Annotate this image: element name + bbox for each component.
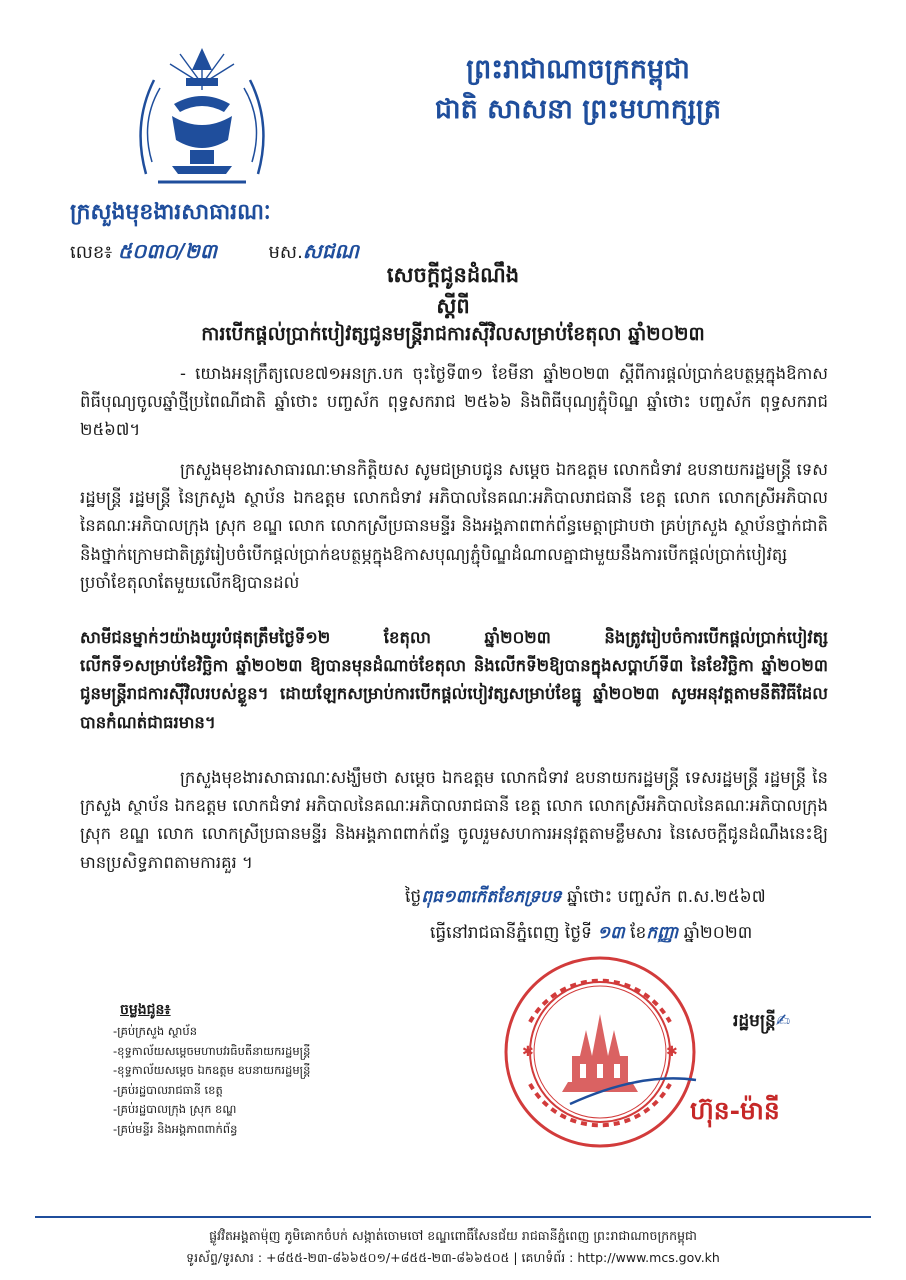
ref-suffix: មស. — [268, 242, 303, 263]
solar-month-prefix: ខែ — [630, 923, 647, 943]
signer-title — [733, 1010, 790, 1035]
svg-text:✱: ✱ — [522, 1044, 534, 1060]
paragraph-deadline: សាមីជនម្នាក់ៗយ៉ាងយូរបំផុតត្រឹមថ្ងៃទី១២ ខែតុលា ឆ្នាំ២០២៣ និងត្រូវរៀបចំការបើកផ្ដល់ប្រាក់បៀវត្សលើកទី១សម្រាប់ខែវិច្ឆិកា ឆ្នាំ២០២៣ ឱ្យបានមុនដំណាច់ខែតុលា និងលើកទី២ឱ្យបានក្នុងសប្ដាហ៍ទី៣ នៃខែវិច្ឆិកា ឆ្នាំ២០២៣ ជូនមន្ត្រីរាជការស៊ីវិលរបស់ខ្លួន។ ដោយឡែកសម្រាប់ការបើកផ្ដល់បៀវត្សសម្រាប់ខែធ្នូ ឆ្នាំ២០២៣ សូមអនុវត្តតាមនីតិវិធីដែលបានកំណត់ជាធរមាន។ — [80, 628, 828, 732]
svg-text:✱: ✱ — [666, 1044, 678, 1060]
kingdom-name: ព្រះរាជាណាចក្រកម្ពុជា — [466, 54, 690, 85]
ref-year: ២៣ — [184, 239, 218, 263]
footer-contact: ទូរស័ព្ទ/ទូរសារ : +៨៥៥-២៣-៨៦៦៥០១/+៨៥៥-២៣-៨៦៦៥០៥ | គេហទំព័រ : http://www.mcs.gov.kh — [186, 1250, 720, 1265]
signer-title-label: រដ្ឋមន្ត្រី — [733, 1011, 776, 1031]
lunar-date-handwritten: ពុធ១៣កើតខែភទ្របទ — [421, 887, 562, 907]
cc-title: ចម្លងជូន៖ — [120, 1002, 171, 1018]
ref-code: សជណ — [302, 239, 359, 263]
kingdom-heading — [388, 50, 768, 130]
solar-prefix: ធ្វើនៅរាជធានីភ្នំពេញ ថ្ងៃទី — [430, 923, 592, 943]
cc-item: -គ្រប់ក្រសួង ស្ថាប័ន — [113, 1024, 198, 1038]
lunar-prefix: ថ្ងៃ — [405, 887, 422, 907]
solar-month: កញ្ញា — [646, 923, 679, 943]
lunar-year: ឆ្នាំថោះ បញ្ចស័ក ព.ស.២៥៦៧ — [566, 887, 766, 907]
notice-subtitle: ស្ដីពី — [436, 294, 470, 318]
cc-item: -គ្រប់រដ្ឋបាលរាជធានី ខេត្ត — [113, 1082, 223, 1097]
footer-address: ផ្លូវវិតអង្គតាម៉ុញ ភូមិគោកចំបក់ សង្កាត់ចោមចៅ ខណ្ឌពោធិ៍សែនជ័យ រាជធានីភ្នំពេញ ព្រះរាជាណាចក្រកម្ពុជា — [209, 1228, 697, 1243]
ministry-name: ក្រសួងមុខងារសាធារណៈ — [70, 199, 271, 225]
official-seal-icon — [500, 952, 700, 1152]
cc-item: -ខុទ្ទកាល័យសម្ដេចមហាបវរធិបតីនាយករដ្ឋមន្ត្រី — [113, 1043, 311, 1058]
solar-year: ឆ្នាំ២០២៣ — [683, 923, 753, 943]
solar-day: ១៣ — [597, 923, 625, 943]
notice-subject: ការបើកផ្ដល់ប្រាក់បៀវត្សជូនមន្ត្រីរាជការស៊ីវិលសម្រាប់ខែតុលា ឆ្នាំ២០២៣ — [201, 323, 705, 345]
signer-name: ហ៊ុន-ម៉ានី — [690, 1096, 780, 1125]
cc-list — [113, 1022, 310, 1139]
ref-number: ៥០៣០/ — [117, 239, 185, 263]
ref-prefix: លេខ៖ — [70, 242, 113, 263]
cc-item: -ខុទ្ទកាល័យសម្ដេច ឯកឧត្ដម ឧបនាយករដ្ឋមន្ត្រី — [113, 1063, 311, 1077]
signature-initials-icon: ✍ — [775, 1011, 791, 1031]
solar-date — [430, 922, 752, 947]
national-motto: ជាតិ សាសនា ព្រះមហាក្សត្រ — [434, 94, 722, 125]
footer-divider — [35, 1216, 871, 1218]
ministry-emblem-icon — [128, 42, 276, 194]
paragraph-reference: - យោងអនុក្រឹត្យលេខ៧១អនក្រ.បក ចុះថ្ងៃទី៣១ ខែមីនា ឆ្នាំ២០២៣ ស្ដីពីការផ្ដល់ប្រាក់ឧបត្ថម្ភក្នុងឱកាសពិធីបុណ្យចូលឆ្នាំថ្មីប្រពៃណីជាតិ ឆ្នាំថោះ បញ្ចស័ក ពុទ្ធសករាជ ២៥៦៦ និងពិធីបុណ្យភ្ជុំបិណ្ឌ ឆ្នាំថោះ បញ្ចស័ក ពុទ្ធសករាជ ២៥៦៧។ — [80, 364, 828, 440]
paragraph-instruction: ក្រសួងមុខងារសាធារណៈមានកិត្តិយស សូមជម្រាបជូន សម្ដេច ឯកឧត្ដម លោកជំទាវ ឧបនាយករដ្ឋមន្ត្រី ទេសរដ្ឋមន្ត្រី រដ្ឋមន្ត្រី នៃក្រសួង ស្ថាប័ន ឯកឧត្ដម លោកជំទាវ អភិបាលនៃគណៈអភិបាលរាជធានី ខេត្ត លោក លោកស្រីអភិបាលនៃគណៈអភិបាលក្រុង ស្រុក ខណ្ឌ លោក លោកស្រីប្រធានមន្ទីរ និងអង្គភាពពាក់ព័ន្ធមេត្តាជ្រាបថា គ្រប់ក្រសួង ស្ថាប័នថ្នាក់ជាតិ និងថ្នាក់ក្រោមជាតិត្រូវរៀបចំបើកផ្ដល់ប្រាក់ឧបត្ថម្ភក្នុងឱកាសបុណ្យភ្ជុំបិណ្ឌដំណាលគ្នាជាមួយនឹងការបើកផ្ដល់ប្រាក់បៀវត្សប្រចាំខែតុលាតែមួយលើកឱ្យបានដល់ — [80, 460, 828, 592]
paragraph-closing: ក្រសួងមុខងារសាធារណៈសង្ឃឹមថា សម្ដេច ឯកឧត្ដម លោកជំទាវ ឧបនាយករដ្ឋមន្ត្រី ទេសរដ្ឋមន្ត្រី រដ្ឋមន្ត្រី នៃក្រសួង ស្ថាប័ន ឯកឧត្ដម លោកជំទាវ អភិបាលនៃគណៈអភិបាលរាជធានី ខេត្ត លោក លោកស្រីអភិបាលនៃគណៈអភិបាលក្រុង ស្រុក ខណ្ឌ លោក លោកស្រីប្រធានមន្ទីរ និងអង្គភាពពាក់ព័ន្ធ ចូលរួមសហការអនុវត្តតាមខ្លឹមសារ នៃសេចក្ដីជូនដំណឹងនេះឱ្យមានប្រសិទ្ធភាពតាមការគួរ ។ — [80, 768, 828, 872]
lunar-date — [405, 886, 766, 911]
notice-title: សេចក្ដីជូនដំណឹង — [386, 263, 520, 287]
cc-item: -គ្រប់រដ្ឋបាលក្រុង ស្រុក ខណ្ឌ — [113, 1102, 237, 1116]
cc-item: -គ្រប់មន្ទីរ និងអង្គភាពពាក់ព័ន្ធ — [113, 1121, 238, 1136]
